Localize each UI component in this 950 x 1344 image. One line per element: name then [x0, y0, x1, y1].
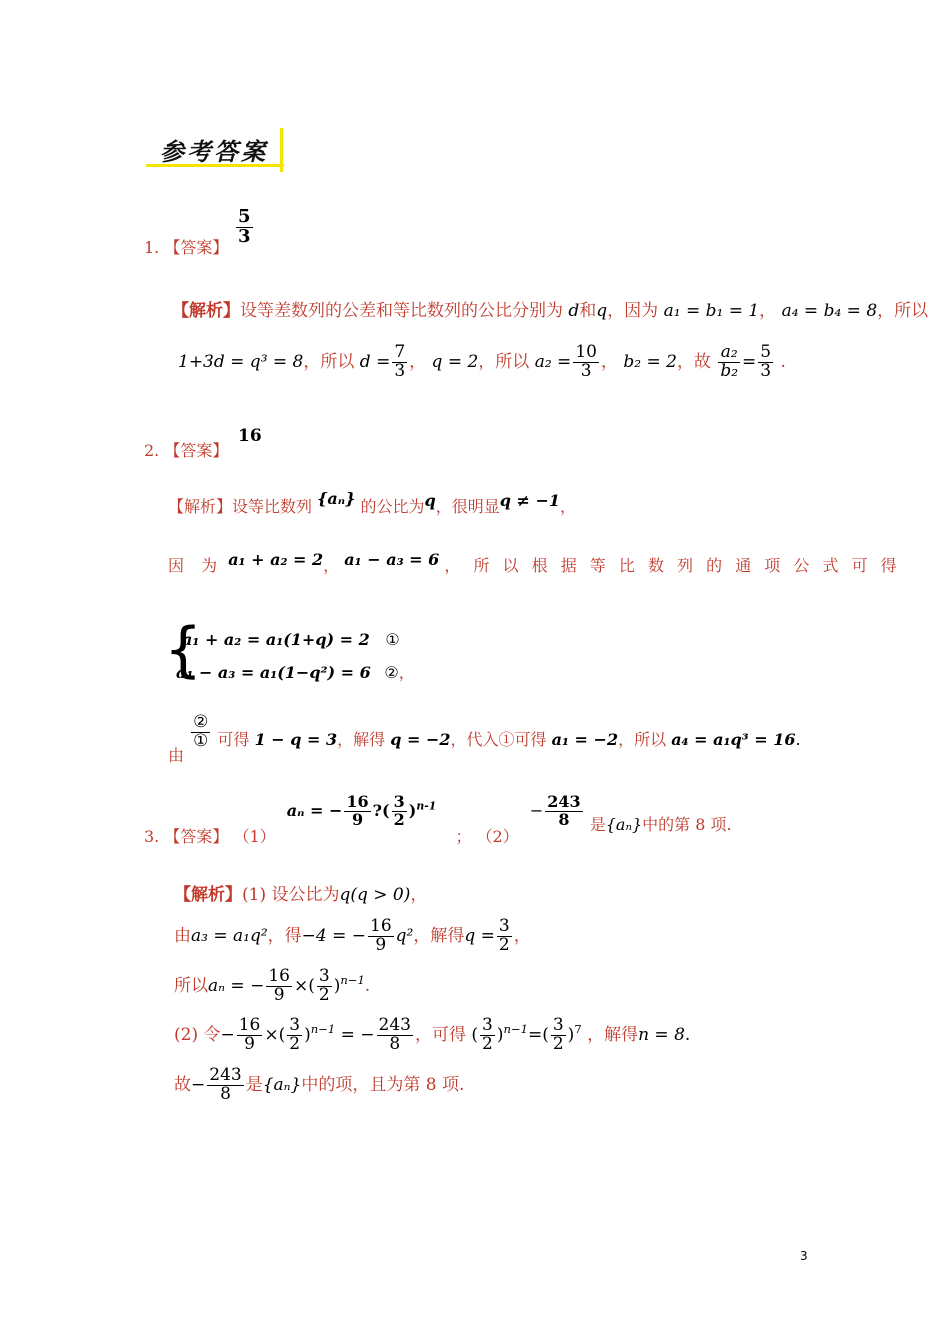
- fraction-numerator: 243: [378, 1015, 411, 1035]
- q3-math: −: [220, 1024, 235, 1045]
- q2-system-eq-2: [176, 660, 415, 683]
- fraction-denominator: 9: [351, 809, 364, 829]
- q3-math: q =: [464, 925, 495, 946]
- fraction-denominator: 2: [289, 1033, 301, 1054]
- q1-solution-line-2: 1+3d = q³ = 8，所以 d = $\frac{7}{3}$ ， q = 2，所以 a₂ = $\frac{10}{3}$ ， b₂ = 2，故 $\frac{\text{a₂}}{\text{b₂}}$ = $\frac{5}{3}$ .: [178, 342, 786, 381]
- fraction-numerator: 3: [552, 1015, 564, 1035]
- fraction-numerator: 243: [209, 1065, 242, 1085]
- q2-system-brace: {: [164, 615, 203, 685]
- q2-number: 2.: [144, 441, 160, 460]
- q1-math: q = 2: [431, 351, 479, 372]
- fraction-numerator: 10: [575, 342, 597, 362]
- fraction-numerator: 3: [318, 966, 330, 986]
- fraction-denominator: 9: [273, 984, 285, 1005]
- q3-math: {aₙ}: [605, 814, 643, 834]
- q3-math: n = 8: [638, 1024, 685, 1045]
- q1-text: 和: [579, 301, 597, 321]
- fraction-numerator: 243: [547, 792, 581, 811]
- q3-text: ，得: [267, 925, 302, 946]
- q2-math: q ≠ −1: [499, 491, 560, 510]
- q1-math: a₂ =: [534, 351, 572, 372]
- q2-text: ，所以: [618, 729, 667, 749]
- q3-text: (1) 设公比为: [242, 885, 340, 905]
- fraction-denominator: 2: [393, 809, 405, 829]
- fraction-denominator: 8: [389, 1033, 401, 1054]
- q3-math: −: [191, 1074, 206, 1095]
- q3-text: ；: [455, 826, 472, 846]
- fraction-denominator: 2: [552, 1033, 564, 1054]
- q3-text: 故: [174, 1074, 191, 1095]
- page-number: 3: [800, 1249, 808, 1263]
- q1-text: ，: [759, 301, 777, 321]
- q3-exponent: n-1: [416, 799, 437, 813]
- q1-var-d: d: [568, 301, 580, 321]
- q2-text: 的公比为: [360, 497, 425, 516]
- q3-exponent: 7: [574, 1022, 582, 1037]
- fraction-denominator: ①: [193, 730, 209, 751]
- q1-text: 设等差数列的公差和等比数列的公比分别为: [240, 301, 563, 321]
- q1-math: b₂ = 2: [623, 351, 677, 372]
- q3-text: 所以: [174, 975, 208, 996]
- q3-math: = −: [340, 1024, 375, 1045]
- q3-text: ，解得: [587, 1024, 639, 1045]
- q3-text: 中的项，且为第 8 项.: [301, 1074, 465, 1095]
- q3-math: {aₙ}: [262, 1074, 302, 1095]
- q1-text: ，所以: [478, 351, 530, 372]
- q3-math: q(q > 0): [339, 885, 411, 905]
- q3-text: 中的第 8 项.: [642, 814, 732, 834]
- fraction-numerator: 3: [498, 916, 510, 936]
- q1-number: 1.: [144, 238, 160, 257]
- q3-text: 是: [245, 1074, 263, 1095]
- q3-text: 是: [589, 814, 606, 834]
- fraction-numerator: a₂: [718, 344, 740, 363]
- fraction-denominator: 3: [580, 360, 592, 381]
- q1-text: ，所以: [303, 351, 355, 372]
- fraction-numerator: 16: [346, 792, 369, 811]
- q2-text: 可得: [217, 729, 250, 749]
- q1-math: d =: [359, 351, 391, 372]
- q1-text: ，故: [676, 351, 711, 372]
- q2-system-eq-1: [182, 630, 400, 649]
- fraction-denominator: 2: [482, 1033, 493, 1054]
- q2-math: a₁ − a₃ = 6: [344, 550, 440, 569]
- q2-text: 由: [168, 745, 185, 765]
- q1-answer-line: [144, 235, 228, 258]
- fraction-denominator: 8: [220, 1083, 231, 1104]
- q3-exponent: n−1: [310, 1022, 336, 1037]
- q2-text: ，: [398, 663, 415, 682]
- q3-text: ，解得: [413, 925, 465, 946]
- q3-math: =: [527, 1024, 543, 1045]
- q2-answer-value: 16: [238, 426, 262, 446]
- q3-text: ，: [513, 925, 531, 946]
- q3-exponent: n−1: [340, 973, 365, 988]
- fraction-denominator: 3: [760, 360, 772, 381]
- fraction-numerator: 16: [268, 966, 290, 986]
- q3-solution-tag: 【解析】: [174, 885, 242, 905]
- fraction-numerator: 3: [393, 792, 405, 811]
- q2-math: q: [424, 491, 436, 510]
- fraction-numerator: 5: [760, 342, 772, 362]
- q3-part-label: （1）: [233, 826, 276, 846]
- fraction-numerator: 3: [482, 1015, 493, 1035]
- section-title: [146, 128, 284, 172]
- q1-solution-line-1: [172, 296, 928, 321]
- fraction-denominator: 3: [394, 360, 406, 381]
- q1-answer-tag: 【答案】: [164, 238, 229, 257]
- q1-answer-denominator: 3: [238, 225, 251, 247]
- q3-part-label: （2）: [476, 826, 519, 846]
- q1-var-q: q: [596, 301, 608, 321]
- q3-math: −4 = −: [301, 925, 367, 946]
- q3-text: .: [684, 1024, 691, 1045]
- q3-solution-line-5: [174, 1067, 464, 1104]
- q3-answer-line: 3. 【答案】 （1） aₙ = − $\frac{16}{9}$ ?( $\frac{3}{2}$ )$^{n-1}$ ； （2） − $\frac{243}{8}$ 是{aₙ}中的第 8 项.: [144, 792, 732, 846]
- fraction-denominator: 2: [498, 934, 510, 955]
- q3-answer-tag: 【答案】: [164, 826, 229, 846]
- q2-math: a₁ = −2: [551, 729, 619, 749]
- q2-text: .: [795, 729, 801, 749]
- fraction-denominator: 9: [375, 934, 387, 955]
- q2-math: a₁ + a₂ = 2: [228, 550, 324, 569]
- fraction-numerator: ②: [193, 712, 209, 732]
- fraction-denominator: b₂: [720, 360, 739, 381]
- q2-solution-tag: 【解析】: [168, 497, 233, 516]
- q3-text: ，: [410, 885, 428, 905]
- title-text: 参考答案: [160, 137, 268, 166]
- q2-math: a₄ = a₁q³ = 16: [671, 729, 796, 749]
- q2-solution-line-1: [168, 489, 577, 517]
- q3-math: ×(: [293, 975, 315, 996]
- q3-math: a₃ = a₁q²: [191, 925, 268, 946]
- q3-solution-line-1: [174, 880, 427, 905]
- q2-solution-line-2: 因 为 a₁ + a₂ = 2， a₁ − a₃ = 6 ， 所 以 根 据 等 比 数 列 的 通 项 公 式 可 得: [168, 550, 901, 575]
- q1-math: 1+3d = q³ = 8: [178, 351, 304, 372]
- q2-answer-line: [144, 438, 228, 461]
- q1-text: ，所以: [877, 301, 929, 321]
- q2-math: a₁ − a₃ = a₁(1−q²) = 6: [176, 663, 371, 682]
- fraction-numerator: 16: [238, 1015, 261, 1035]
- q3-text: ，可得: [414, 1024, 466, 1045]
- fraction-denominator: 9: [244, 1033, 255, 1054]
- q2-eq-tag: ①: [385, 630, 400, 649]
- q2-solution-line-3: [168, 712, 801, 765]
- q3-text: (2) 令: [174, 1024, 221, 1045]
- q3-text: .: [364, 975, 371, 996]
- q3-math: ×(: [264, 1024, 286, 1045]
- q2-math: q = −2: [390, 729, 451, 749]
- q3-exponent: n−1: [503, 1022, 528, 1037]
- q2-text: 因 为: [168, 556, 224, 575]
- q1-text: ，因为: [607, 301, 659, 321]
- q3-solution-line-4: (2) 令− $\frac{16}{9}$ ×( $\frac{3}{2}$ )$^{n-1}$ = − $\frac{243}{8}$ ，可得 ( $\frac{3}{2}$ )$^{n-1}$=( $\frac{3}{2}$ )$^7$ ，解得n = 8.: [174, 1015, 691, 1054]
- q2-eq-tag: ②: [384, 663, 399, 682]
- q1-solution-tag: 【解析】: [172, 301, 240, 321]
- q3-solution-line-2: [174, 918, 531, 955]
- q2-math: 1 − q = 3: [254, 729, 338, 749]
- fraction-numerator: 3: [289, 1015, 301, 1035]
- fraction-numerator: 16: [370, 916, 392, 936]
- q1-math: a₄ = b₄ = 8: [781, 301, 878, 321]
- q2-text: ，很明显: [435, 497, 500, 516]
- q2-text: ，解得: [337, 729, 386, 749]
- q2-text: ，代入①可得: [450, 729, 547, 749]
- fraction-numerator: 7: [394, 342, 406, 362]
- q3-math: q²: [395, 925, 414, 946]
- q2-math: {aₙ}: [317, 489, 356, 508]
- fraction-denominator: 8: [558, 809, 570, 829]
- q3-math: aₙ = −: [286, 800, 343, 820]
- q3-math: aₙ = −: [208, 975, 265, 996]
- q3-math: −: [529, 800, 544, 820]
- q1-text: .: [780, 351, 786, 372]
- q1-answer-fraction: [234, 208, 255, 247]
- q3-number: 3.: [144, 826, 160, 846]
- q3-math: ?: [372, 800, 383, 820]
- q1-answer-numerator: 5: [238, 206, 251, 227]
- q3-solution-line-3: 所以aₙ = − $\frac{16}{9}$ ×( $\frac{3}{2}$ )$^{n-1}$.: [174, 966, 371, 1005]
- q2-text: ， 所 以 根 据 等 比 数 列 的 通 项 公 式 可 得: [444, 556, 901, 575]
- q1-math: a₁ = b₁ = 1: [663, 301, 760, 321]
- q3-text: 由: [174, 925, 191, 946]
- q2-math: a₁ + a₂ = a₁(1+q) = 2: [182, 630, 370, 649]
- fraction-denominator: 2: [318, 984, 330, 1005]
- q2-answer-tag: 【答案】: [164, 441, 229, 460]
- q2-text: 设等比数列: [232, 497, 313, 516]
- q2-text: ，: [560, 497, 577, 516]
